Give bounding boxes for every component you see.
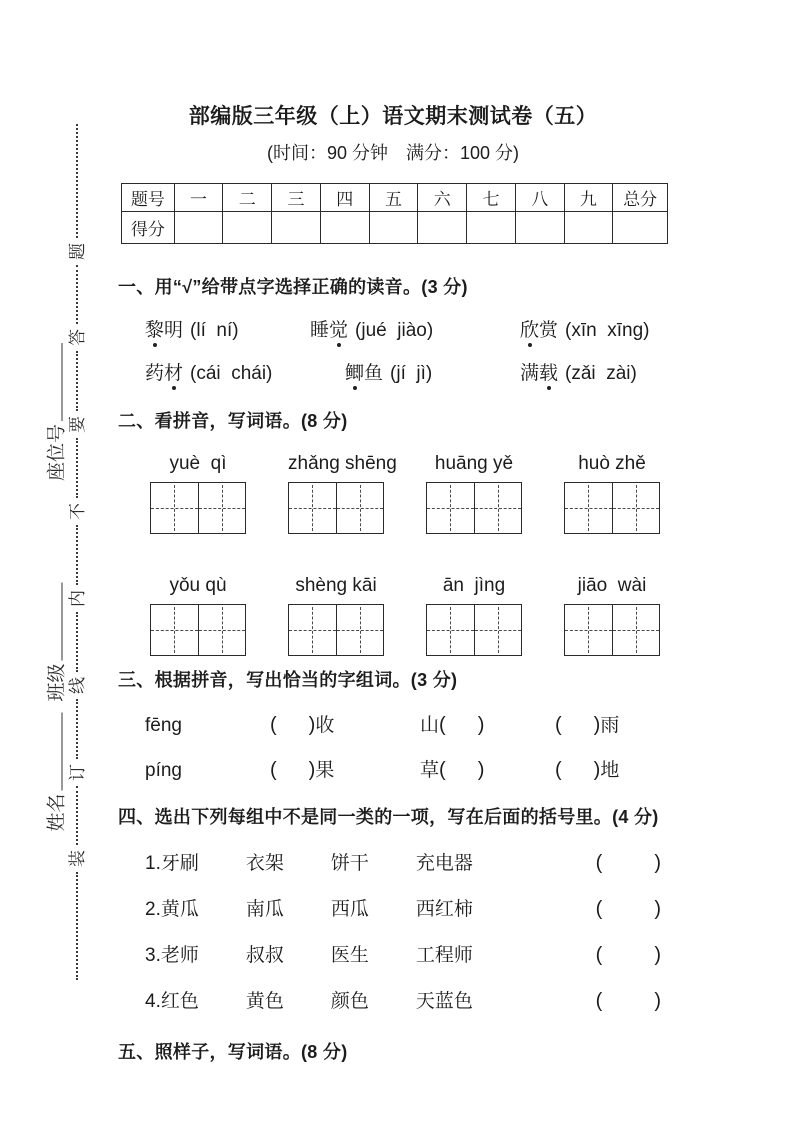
exam-content bbox=[118, 100, 668, 1064]
word-char: 欣 bbox=[520, 315, 539, 342]
binding-char: 线 bbox=[67, 676, 87, 694]
pinyin-label: yǒu qù bbox=[169, 575, 227, 596]
fill-suffix: 收 bbox=[315, 715, 335, 736]
dotted-word bbox=[145, 363, 183, 384]
item-number: 1. bbox=[145, 853, 161, 874]
section5-heading: 五、照样子，写词语。(8 分) bbox=[118, 1042, 348, 1062]
odd-one-out-row bbox=[118, 848, 668, 875]
score-table-score-label: 得分 bbox=[122, 212, 175, 244]
score-table-column: 九 bbox=[564, 184, 613, 212]
word-char: 赏 bbox=[539, 320, 559, 341]
score-cell bbox=[272, 212, 321, 244]
binding-dots bbox=[76, 786, 78, 846]
odd-one-out-row bbox=[118, 986, 668, 1013]
writing-cell bbox=[289, 605, 337, 655]
fill-suffix: 地 bbox=[600, 760, 620, 781]
class-blank bbox=[43, 582, 63, 660]
group-word: 颜色 bbox=[330, 991, 369, 1012]
group-word: 工程师 bbox=[415, 945, 473, 966]
score-table-column: 五 bbox=[369, 184, 418, 212]
section3-rows bbox=[118, 710, 668, 782]
group-word: 叔叔 bbox=[245, 945, 284, 966]
score-cell bbox=[418, 212, 467, 244]
score-cell bbox=[467, 212, 516, 244]
word-group bbox=[145, 940, 473, 967]
pinyin-grid-unit bbox=[564, 453, 660, 534]
pinyin-label: zhǎng shēng bbox=[288, 453, 397, 474]
score-table-column: 总分 bbox=[613, 184, 668, 212]
answer-parentheses bbox=[596, 898, 661, 921]
reading-choice-item bbox=[520, 358, 637, 385]
close-paren: ) bbox=[654, 990, 661, 1012]
writing-cell bbox=[427, 483, 475, 533]
dotted-word bbox=[310, 320, 348, 341]
pinyin-grid-unit bbox=[426, 453, 522, 534]
char-blank-parentheses bbox=[555, 714, 600, 737]
writing-cell bbox=[151, 605, 199, 655]
word-char: 明 bbox=[164, 320, 184, 341]
word-char: 睡 bbox=[310, 320, 330, 341]
score-table-column: 一 bbox=[174, 184, 223, 212]
group-word: 南瓜 bbox=[245, 899, 284, 920]
class-label bbox=[42, 582, 69, 701]
pinyin-options: (zǎi zài) bbox=[565, 363, 637, 384]
word-char: 材 bbox=[164, 358, 183, 385]
section4-rows bbox=[118, 848, 668, 1013]
binding-dots bbox=[76, 351, 78, 411]
writing-cell bbox=[199, 605, 246, 655]
group-word: 饼干 bbox=[330, 853, 369, 874]
odd-one-out-row bbox=[118, 940, 668, 967]
reading-choice-item bbox=[310, 315, 520, 342]
open-paren: ( bbox=[439, 759, 446, 781]
open-paren: ( bbox=[439, 714, 446, 736]
score-cell bbox=[223, 212, 272, 244]
group-word: 牙刷 bbox=[160, 853, 199, 874]
word-group bbox=[145, 894, 473, 921]
word-char: 觉 bbox=[329, 315, 348, 342]
student-name-text: 姓名 bbox=[46, 793, 68, 832]
writing-cell bbox=[337, 483, 384, 533]
writing-grid bbox=[564, 604, 660, 656]
open-paren: ( bbox=[595, 990, 603, 1012]
writing-cell bbox=[475, 483, 522, 533]
score-table-column: 七 bbox=[467, 184, 516, 212]
writing-grid bbox=[564, 482, 660, 534]
open-paren: ( bbox=[595, 944, 603, 966]
binding-dots bbox=[76, 438, 78, 498]
open-paren: ( bbox=[270, 714, 277, 736]
pinyin-options: (xīn xīng) bbox=[565, 320, 650, 341]
pinyin-label: huāng yě bbox=[434, 453, 514, 474]
pinyin-label: huò zhě bbox=[578, 453, 646, 474]
score-table-column: 二 bbox=[223, 184, 272, 212]
open-paren: ( bbox=[595, 852, 603, 874]
close-paren: ) bbox=[654, 944, 661, 966]
fill-suffix: 果 bbox=[315, 760, 335, 781]
group-word: 医生 bbox=[330, 945, 369, 966]
odd-one-out-row bbox=[118, 894, 668, 921]
binding-dots bbox=[76, 699, 78, 759]
char-blank-parentheses bbox=[439, 714, 484, 737]
reading-choice-item bbox=[145, 315, 310, 342]
fill-prefix: 草 bbox=[420, 760, 440, 781]
dotted-word bbox=[520, 363, 558, 384]
student-name-label bbox=[42, 712, 69, 831]
binding-char: 答 bbox=[67, 329, 87, 347]
char-fill-row bbox=[118, 710, 668, 737]
binding-char: 内 bbox=[67, 589, 87, 607]
word-char: 鱼 bbox=[364, 363, 384, 384]
class-text: 班级 bbox=[46, 663, 68, 702]
writing-cell bbox=[565, 605, 613, 655]
binding-dots bbox=[76, 124, 78, 238]
char-blank-parentheses bbox=[555, 759, 600, 782]
word-group bbox=[145, 848, 473, 875]
pinyin-options: (lí ní) bbox=[190, 320, 239, 341]
close-paren: ) bbox=[477, 714, 485, 736]
pinyin-label: fēng bbox=[145, 715, 182, 736]
score-cell bbox=[515, 212, 564, 244]
score-table-body bbox=[122, 184, 668, 244]
group-word: 天蓝色 bbox=[415, 991, 473, 1012]
reading-choice-row bbox=[118, 315, 668, 342]
char-fill-item bbox=[420, 755, 555, 782]
reading-choice-item bbox=[145, 358, 345, 385]
item-number: 4. bbox=[145, 991, 161, 1012]
group-word: 老师 bbox=[160, 945, 199, 966]
score-cell bbox=[564, 212, 613, 244]
writing-cell bbox=[613, 483, 660, 533]
page-title: 部编版三年级（上）语文期末测试卷（五） bbox=[188, 105, 598, 128]
writing-cell bbox=[565, 483, 613, 533]
close-paren: ) bbox=[308, 714, 316, 736]
binding-char: 题 bbox=[67, 242, 87, 260]
seat-number-text: 座位号 bbox=[46, 423, 68, 482]
writing-grid bbox=[288, 604, 384, 656]
binding-dots bbox=[76, 872, 78, 980]
pinyin-grid-unit bbox=[150, 453, 246, 534]
score-cell bbox=[369, 212, 418, 244]
reading-choice-item bbox=[520, 315, 650, 342]
writing-cell bbox=[337, 605, 384, 655]
open-paren: ( bbox=[555, 714, 562, 736]
dotted-word bbox=[520, 320, 558, 341]
answer-parentheses bbox=[596, 990, 661, 1013]
section3-heading: 三、根据拼音，写出恰当的字组词。(3 分) bbox=[118, 670, 458, 690]
section1-heading: 一、用“√”给带点字选择正确的读音。(3 分) bbox=[118, 277, 468, 297]
char-fill-item bbox=[555, 755, 619, 782]
word-group bbox=[145, 986, 473, 1013]
section1-rows bbox=[118, 315, 668, 385]
group-word: 衣架 bbox=[245, 853, 284, 874]
binding-char: 不 bbox=[67, 503, 87, 521]
score-table-column: 四 bbox=[320, 184, 369, 212]
writing-grid bbox=[426, 604, 522, 656]
pinyin-options: (jué jiào) bbox=[355, 320, 434, 341]
writing-grid bbox=[288, 482, 384, 534]
pinyin-label: ān jìng bbox=[442, 575, 506, 596]
writing-grid bbox=[150, 482, 246, 534]
binding-dots bbox=[76, 612, 78, 672]
pinyin-label: yuè qì bbox=[169, 453, 227, 474]
group-word: 西红柿 bbox=[415, 899, 473, 920]
section4-heading: 四、选出下列每组中不是同一类的一项，写在后面的括号里。(4 分) bbox=[118, 807, 659, 827]
score-table-column: 六 bbox=[418, 184, 467, 212]
score-cell bbox=[320, 212, 369, 244]
score-cell bbox=[174, 212, 223, 244]
dotted-word bbox=[345, 363, 383, 384]
binding-dots bbox=[76, 525, 78, 585]
pinyin-grid-row bbox=[118, 575, 668, 656]
fill-suffix: 雨 bbox=[600, 715, 620, 736]
char-fill-item bbox=[555, 710, 619, 737]
writing-grid bbox=[426, 482, 522, 534]
pinyin-options: (jí jì) bbox=[390, 363, 433, 384]
char-fill-row bbox=[118, 755, 668, 782]
group-word: 黄瓜 bbox=[160, 899, 199, 920]
pinyin-label: jiāo wài bbox=[577, 575, 647, 596]
pinyin-options: (cái chái) bbox=[190, 363, 273, 384]
item-number: 3. bbox=[145, 945, 161, 966]
pinyin-grid-unit bbox=[564, 575, 660, 656]
pinyin-grid-unit bbox=[288, 575, 384, 656]
close-paren: ) bbox=[308, 759, 316, 781]
group-word: 西瓜 bbox=[330, 899, 369, 920]
close-paren: ) bbox=[477, 759, 485, 781]
word-char: 满 bbox=[520, 363, 540, 384]
writing-cell bbox=[289, 483, 337, 533]
score-table bbox=[121, 183, 668, 244]
binding-line bbox=[67, 124, 87, 980]
char-blank-parentheses bbox=[439, 759, 484, 782]
score-cell bbox=[613, 212, 668, 244]
char-blank-parentheses bbox=[270, 714, 315, 737]
word-char: 黎 bbox=[145, 315, 164, 342]
pinyin-label: shèng kāi bbox=[295, 575, 377, 596]
word-char: 药 bbox=[145, 363, 165, 384]
close-paren: ) bbox=[654, 898, 661, 920]
answer-parentheses bbox=[596, 852, 661, 875]
binding-char: 订 bbox=[67, 763, 87, 781]
fill-prefix: 山 bbox=[420, 715, 440, 736]
char-fill-item bbox=[270, 755, 420, 782]
open-paren: ( bbox=[555, 759, 562, 781]
reading-choice-row bbox=[118, 358, 668, 385]
student-name-blank bbox=[43, 712, 63, 790]
char-fill-item bbox=[420, 710, 555, 737]
pinyin-label: píng bbox=[145, 760, 182, 781]
group-word: 红色 bbox=[160, 991, 199, 1012]
writing-grid bbox=[150, 604, 246, 656]
pinyin-grid-unit bbox=[426, 575, 522, 656]
writing-cell bbox=[475, 605, 522, 655]
item-number: 2. bbox=[145, 899, 161, 920]
group-word: 充电器 bbox=[415, 853, 473, 874]
writing-cell bbox=[199, 483, 246, 533]
char-blank-parentheses bbox=[270, 759, 315, 782]
close-paren: ) bbox=[593, 714, 601, 736]
score-table-score-row bbox=[122, 212, 668, 244]
word-char: 载 bbox=[539, 358, 558, 385]
score-table-column: 八 bbox=[515, 184, 564, 212]
char-fill-item bbox=[270, 710, 420, 737]
score-table-corner: 题号 bbox=[122, 184, 175, 212]
writing-cell bbox=[151, 483, 199, 533]
pinyin-grid-unit bbox=[150, 575, 246, 656]
seat-number-blank bbox=[43, 343, 63, 421]
answer-parentheses bbox=[596, 944, 661, 967]
dotted-word bbox=[145, 320, 183, 341]
binding-dots bbox=[76, 265, 78, 325]
writing-cell bbox=[427, 605, 475, 655]
score-table-header-row bbox=[122, 184, 668, 212]
binding-char: 要 bbox=[67, 416, 87, 434]
pinyin-grid-row bbox=[118, 453, 668, 534]
close-paren: ) bbox=[593, 759, 601, 781]
exam-meta: (时间：90 分钟 满分：100 分) bbox=[266, 143, 520, 163]
reading-choice-item bbox=[345, 358, 520, 385]
writing-cell bbox=[613, 605, 660, 655]
open-paren: ( bbox=[595, 898, 603, 920]
open-paren: ( bbox=[270, 759, 277, 781]
binding-char: 装 bbox=[67, 850, 87, 868]
close-paren: ) bbox=[654, 852, 661, 874]
section2-rows bbox=[118, 453, 668, 656]
seat-number-label bbox=[42, 343, 69, 481]
section2-heading: 二、看拼音，写词语。(8 分) bbox=[118, 411, 348, 431]
word-char: 鲫 bbox=[345, 358, 364, 385]
score-table-column: 三 bbox=[272, 184, 321, 212]
group-word: 黄色 bbox=[245, 991, 284, 1012]
pinyin-grid-unit bbox=[288, 453, 397, 534]
